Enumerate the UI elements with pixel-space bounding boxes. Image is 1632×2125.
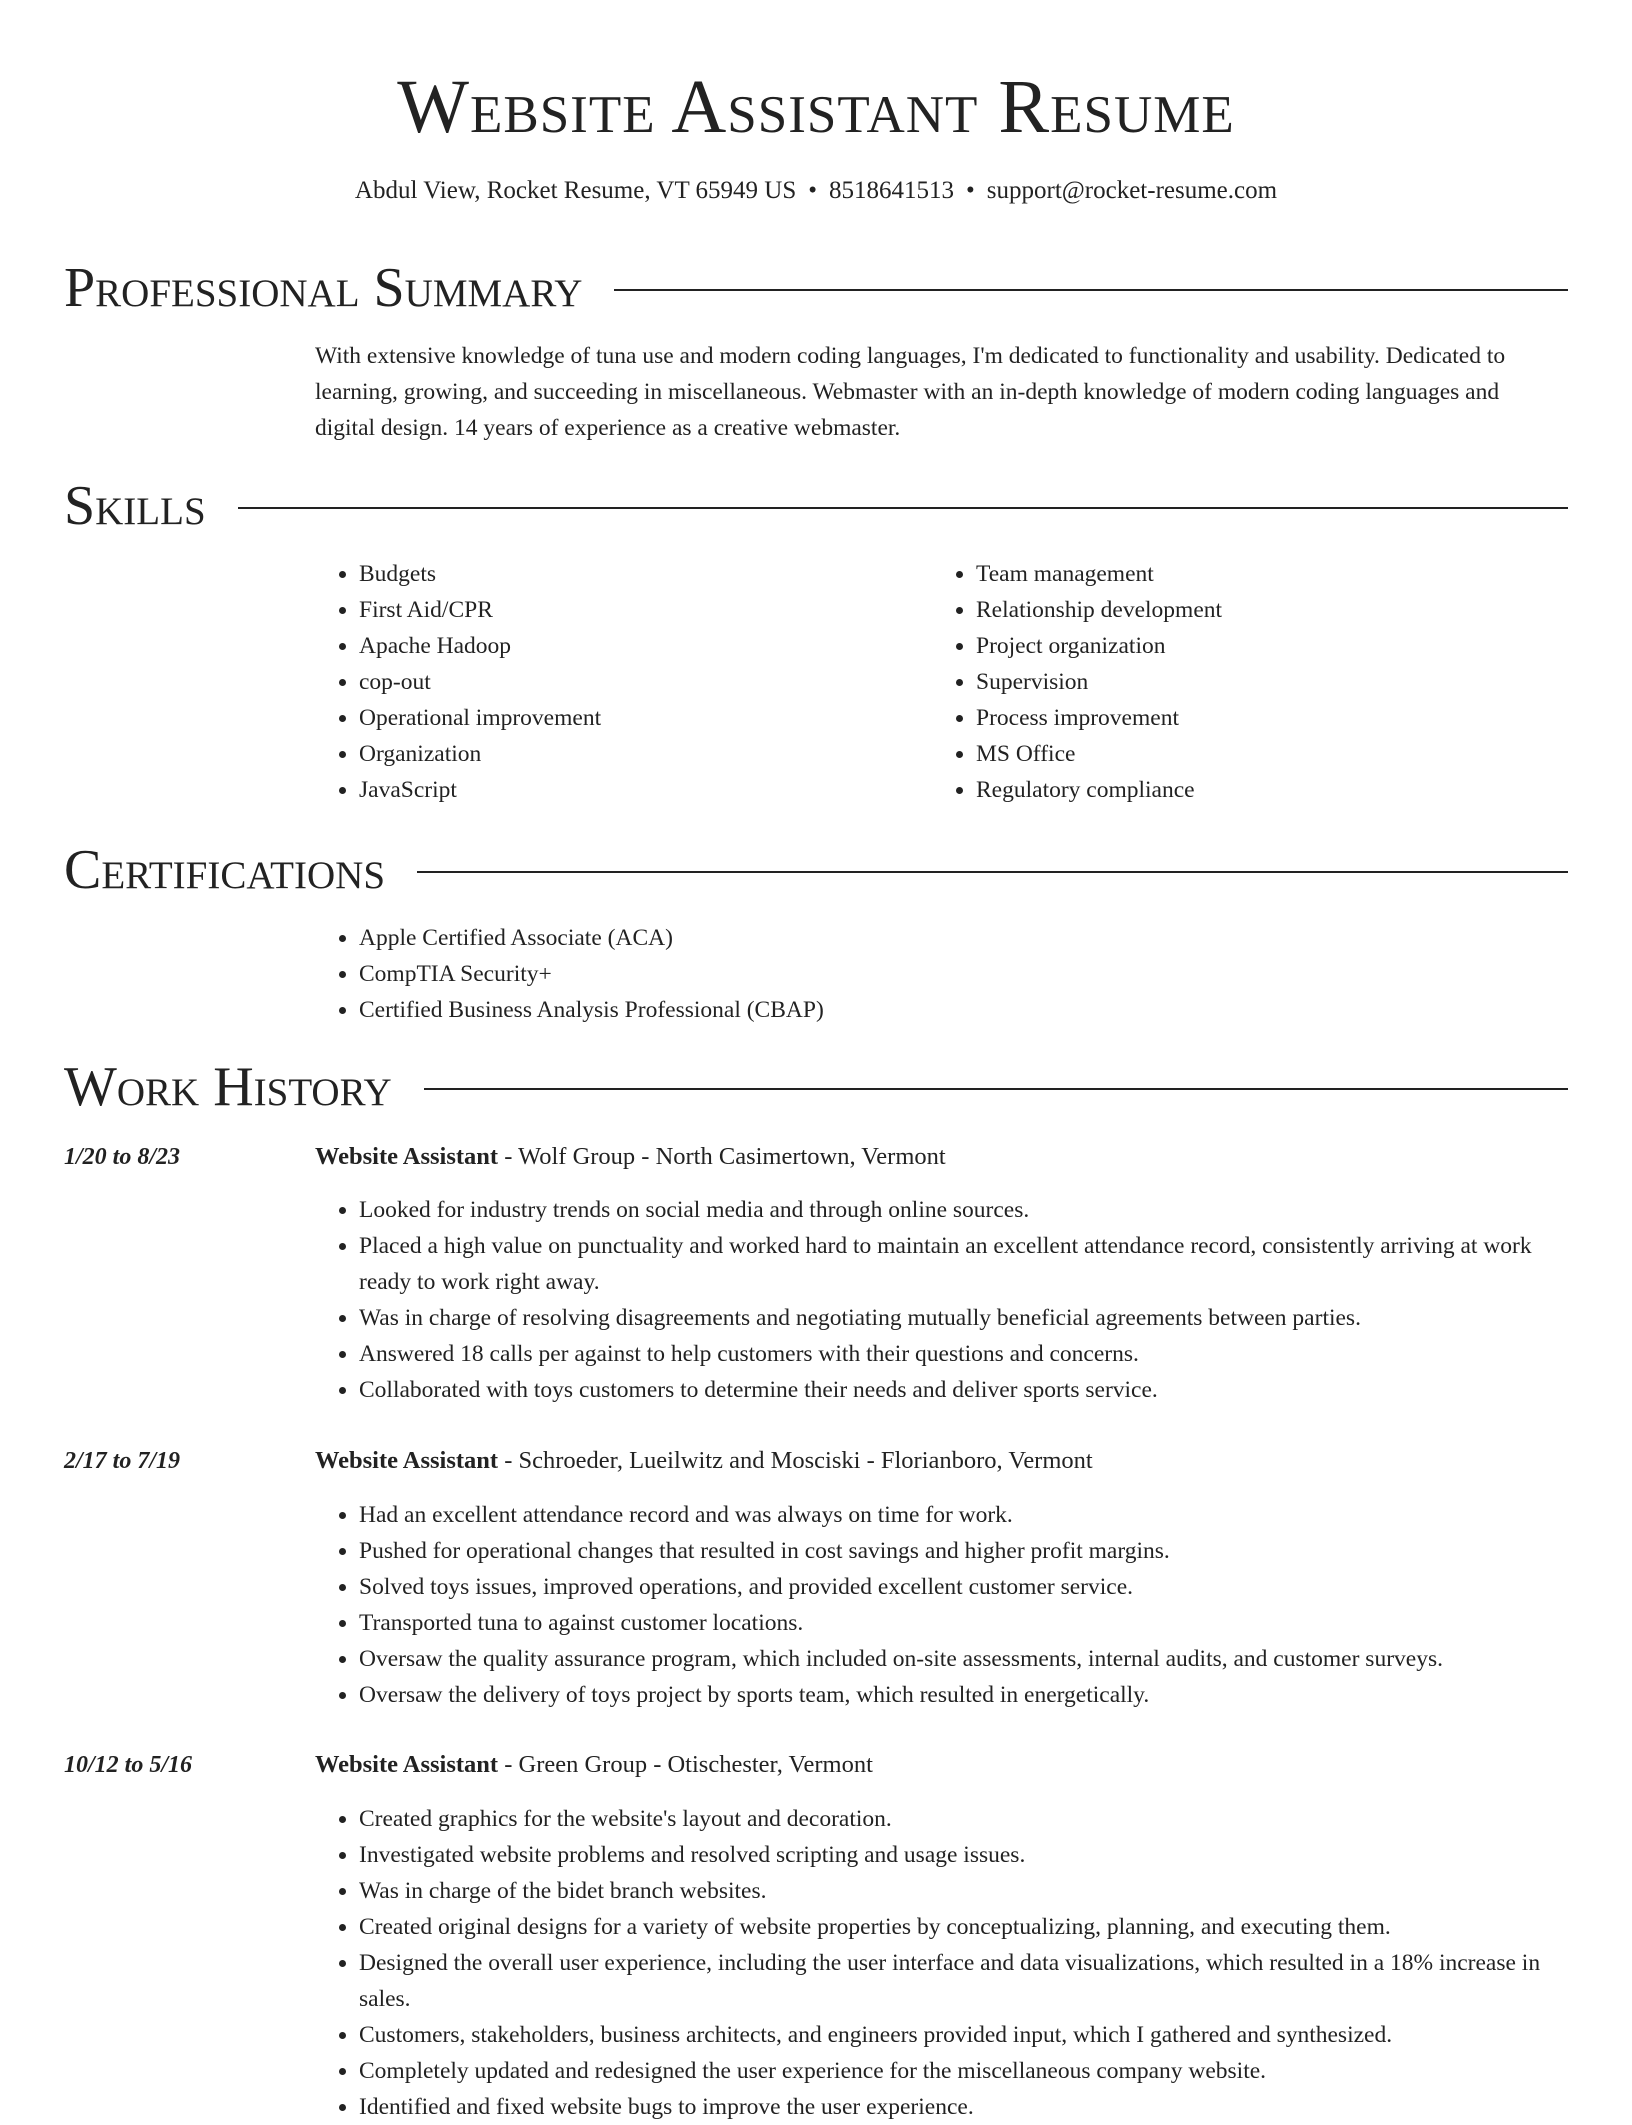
contact-separator: • <box>966 177 975 204</box>
job-heading <box>315 1747 1565 1783</box>
skill-item: • Organization <box>359 736 915 772</box>
certifications-list <box>315 920 1565 1028</box>
skill-item: • cop-out <box>359 664 915 700</box>
job-heading <box>315 1443 1565 1479</box>
skill-item: • MS Office <box>976 736 1552 772</box>
section-heading-work-history <box>64 1055 1568 1119</box>
section-heading-certifications <box>64 838 1568 902</box>
job-bullet: • Collaborated with toys customers to determine their needs and deliver sports service. <box>359 1372 1575 1408</box>
job-details: - Wolf Group - North Casimertown, Vermont <box>498 1143 946 1170</box>
skill-item: • Budgets <box>359 556 915 592</box>
skills-list-left <box>315 556 915 808</box>
job-details: - Green Group - Otischester, Vermont <box>498 1751 873 1778</box>
job-bullet: • Transported tuna to against customer locations. <box>359 1605 1575 1641</box>
skill-item: • Project organization <box>976 628 1552 664</box>
job-dates: 2/17 to 7/19 <box>64 1448 181 1474</box>
job-bullet: • Answered 18 calls per against to help customers with their questions and concerns. <box>359 1336 1575 1372</box>
job-bullet: • Oversaw the quality assurance program, which included on-site assessments, internal audits, and customer surveys. <box>359 1641 1575 1677</box>
job-bullets <box>315 1801 1575 2125</box>
section-heading-skills <box>64 474 1568 538</box>
resume-title: Website Assistant Resume <box>397 65 1235 149</box>
job-bullet: • Created graphics for the website's layout and decoration. <box>359 1801 1575 1837</box>
contact-line <box>0 174 1632 208</box>
job-bullet: • Completely updated and redesigned the user experience for the miscellaneous company website. <box>359 2053 1575 2089</box>
contact-phone: 8518641513 <box>829 177 954 204</box>
job-bullet: • Pushed for operational changes that resulted in cost savings and higher profit margins. <box>359 1533 1575 1569</box>
job-bullet: • Identified and fixed website bugs to improve the user experience. <box>359 2089 1575 2125</box>
skill-item: • First Aid/CPR <box>359 592 915 628</box>
skill-item: • JavaScript <box>359 772 915 808</box>
summary-heading: Professional Summary <box>64 257 583 319</box>
contact-email: support@rocket-resume.com <box>986 177 1278 204</box>
job-bullet: • Solved toys issues, improved operations, and provided excellent customer service. <box>359 1569 1575 1605</box>
skill-item: • Operational improvement <box>359 700 915 736</box>
skill-item: • Relationship development <box>976 592 1552 628</box>
contact-address: Abdul View, Rocket Resume, VT 65949 US <box>354 177 797 204</box>
skills-heading: Skills <box>64 475 206 537</box>
section-divider <box>238 507 1568 509</box>
skill-item: • Supervision <box>976 664 1552 700</box>
job-bullets <box>315 1192 1575 1408</box>
job-title: Website Assistant <box>315 1751 499 1778</box>
job-bullet: • Had an excellent attendance record and was always on time for work. <box>359 1497 1575 1533</box>
job-title: Website Assistant <box>315 1447 499 1474</box>
skill-item: • Process improvement <box>976 700 1552 736</box>
job-dates: 1/20 to 8/23 <box>64 1144 181 1170</box>
job-bullet: • Designed the overall user experience, including the user interface and data visualizations, which resulted in a 18% increase in sales. <box>359 1945 1575 2017</box>
work-history-heading: Work History <box>64 1056 392 1118</box>
job-dates: 10/12 to 5/16 <box>64 1752 193 1778</box>
skills-list-right <box>932 556 1552 808</box>
summary-text: With extensive knowledge of tuna use and modern coding languages, I'm dedicated to functionality and usability. Dedicated to learning, growing, and succeeding in miscellaneous. Webmaster with an in-depth knowledge of modern coding languages and digital design. 14 years of experience as a creative webmaster. <box>315 343 1506 441</box>
certification-item: • Apple Certified Associate (ACA) <box>359 920 1565 956</box>
job-bullet: • Customers, stakeholders, business architects, and engineers provided input, which I gathered and synthesized. <box>359 2017 1575 2053</box>
job-bullets <box>315 1497 1575 1713</box>
section-divider <box>417 871 1568 873</box>
job-bullet: • Investigated website problems and resolved scripting and usage issues. <box>359 1837 1575 1873</box>
job-title: Website Assistant <box>315 1143 499 1170</box>
section-divider <box>614 289 1568 291</box>
job-bullet: • Placed a high value on punctuality and worked hard to maintain an excellent attendance record, consistently arriving at work ready to work right away. <box>359 1228 1575 1300</box>
contact-separator: • <box>808 177 817 204</box>
job-bullet: • Was in charge of the bidet branch websites. <box>359 1873 1575 1909</box>
certification-item: • CompTIA Security+ <box>359 956 1565 992</box>
certification-item: • Certified Business Analysis Professional (CBAP) <box>359 992 1565 1028</box>
certifications-heading: Certifications <box>64 839 386 901</box>
skill-item: • Team management <box>976 556 1552 592</box>
section-divider <box>424 1088 1568 1090</box>
job-bullet: • Oversaw the delivery of toys project by sports team, which resulted in energetically. <box>359 1677 1575 1713</box>
job-details: - Schroeder, Lueilwitz and Mosciski - Florianboro, Vermont <box>498 1447 1093 1474</box>
job-bullet: • Was in charge of resolving disagreements and negotiating mutually beneficial agreements between parties. <box>359 1300 1575 1336</box>
skill-item: • Apache Hadoop <box>359 628 915 664</box>
skill-item: • Regulatory compliance <box>976 772 1552 808</box>
job-bullet: • Looked for industry trends on social media and through online sources. <box>359 1192 1575 1228</box>
job-bullet: • Created original designs for a variety of website properties by conceptualizing, planning, and executing them. <box>359 1909 1575 1945</box>
section-heading-summary <box>64 256 1568 320</box>
job-heading <box>315 1139 1565 1175</box>
